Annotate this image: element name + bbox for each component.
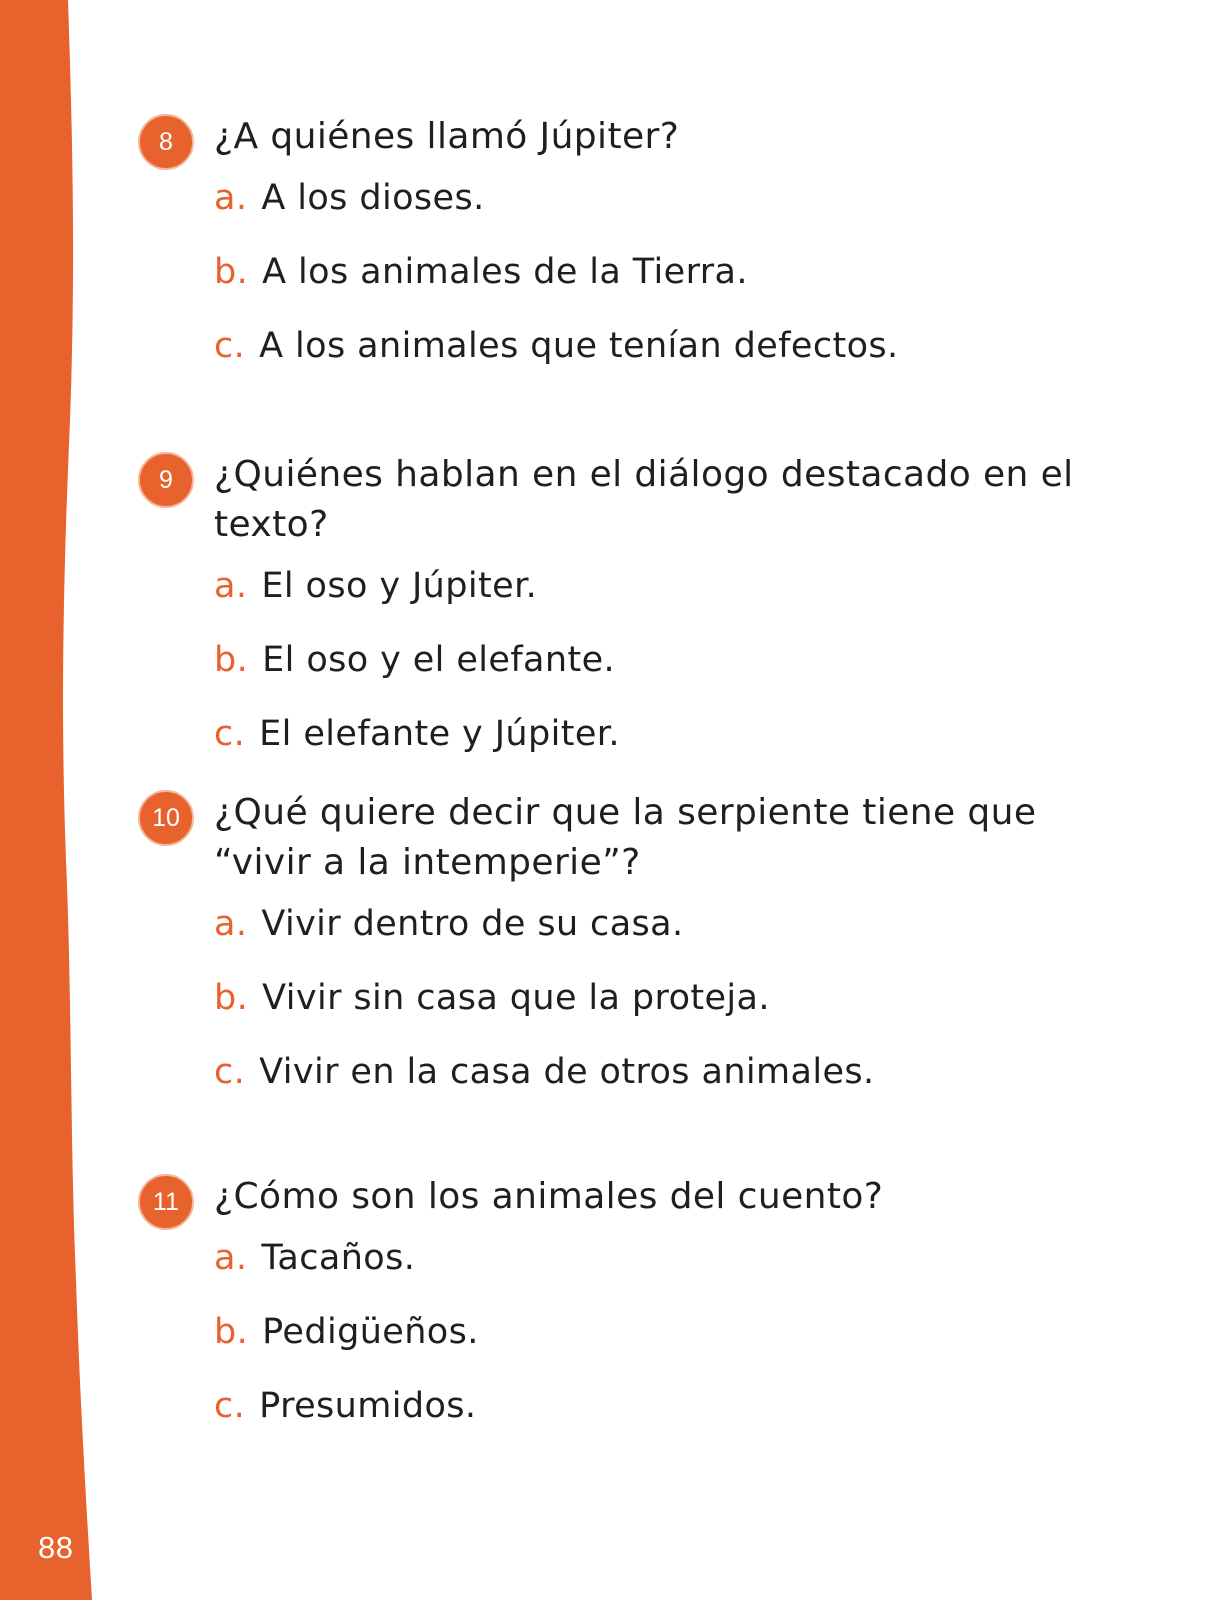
answer-option-a[interactable] [214,1238,1138,1312]
answer-letter: a. [214,1238,248,1278]
answer-option-a[interactable] [214,178,1138,252]
answer-letter: a. [214,904,248,944]
answer-option-c[interactable] [214,1386,1138,1460]
answer-letter: c. [214,714,246,754]
question-10 [138,788,1138,1126]
answer-list [214,1238,1138,1460]
answer-option-b[interactable] [214,640,1138,714]
answer-option-b[interactable] [214,252,1138,326]
question-text: ¿A quiénes llamó Júpiter? [214,116,680,157]
answer-letter: c. [214,1386,246,1426]
question-11 [138,1172,1138,1460]
question-number-badge: 10 [138,790,194,846]
answer-text: Presumidos. [259,1386,477,1426]
answer-list [214,904,1138,1126]
answer-option-c[interactable] [214,1052,1138,1126]
answer-text: El oso y Júpiter. [261,566,538,606]
answer-text: A los dioses. [261,178,485,218]
answer-text: Vivir sin casa que la proteja. [262,978,770,1018]
answer-letter: b. [214,978,249,1018]
question-text-line-1: ¿Qué quiere decir que la serpiente tiene que [214,792,1037,833]
question-number-badge: 11 [138,1174,194,1230]
answer-list [214,178,1138,400]
answer-option-c[interactable] [214,326,1138,400]
page-number: 88 [38,1530,74,1565]
answer-option-c[interactable] [214,714,1138,788]
question-8 [138,112,1138,400]
answer-text: Vivir dentro de su casa. [261,904,684,944]
question-text: ¿Cómo son los animales del cuento? [214,1176,884,1217]
question-text-line-2: “vivir a la intemperie”? [214,842,641,883]
question-9 [138,450,1138,788]
answer-text: Pedigüeños. [262,1312,479,1352]
answer-letter: b. [214,252,249,292]
question-text [214,788,1138,888]
answer-option-a[interactable] [214,566,1138,640]
question-text: ¿Quiénes hablan en el diálogo destacado en el texto? [214,454,1074,545]
answer-text: A los animales que tenían defectos. [259,326,899,366]
answer-text: A los animales de la Tierra. [262,252,748,292]
answer-letter: b. [214,640,249,680]
answer-text: El elefante y Júpiter. [259,714,620,754]
answer-text: Vivir en la casa de otros animales. [259,1052,875,1092]
answer-text: El oso y el elefante. [262,640,616,680]
answer-option-b[interactable] [214,1312,1138,1386]
answer-letter: a. [214,566,248,606]
answer-text: Tacaños. [261,1238,416,1278]
answer-list [214,566,1138,788]
orange-side-band [0,0,120,1600]
question-number-badge: 8 [138,114,194,170]
answer-letter: c. [214,326,246,366]
answer-option-b[interactable] [214,978,1138,1052]
answer-letter: c. [214,1052,246,1092]
answer-letter: a. [214,178,248,218]
answer-option-a[interactable] [214,904,1138,978]
answer-letter: b. [214,1312,249,1352]
question-number-badge: 9 [138,452,194,508]
